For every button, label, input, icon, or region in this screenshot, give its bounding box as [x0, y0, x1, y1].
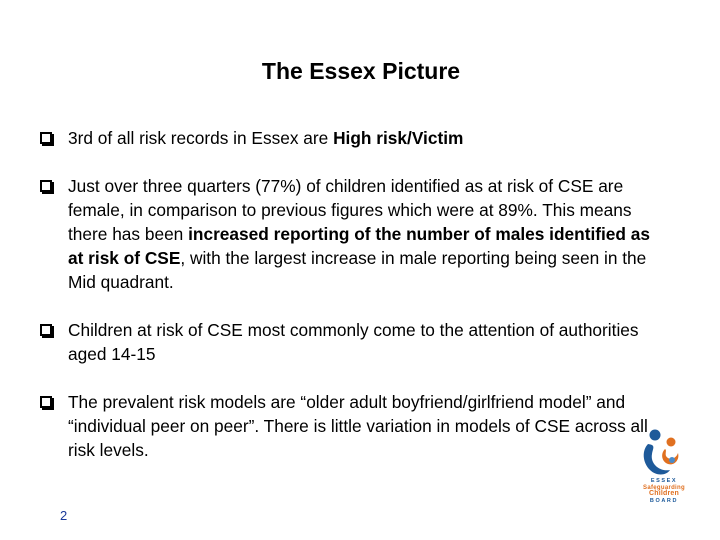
bullet-text [68, 174, 650, 294]
logo-wordmark [636, 478, 692, 504]
bullet-text [68, 390, 650, 462]
family-figure-icon [636, 426, 692, 480]
bullet-text-bold-segment: High risk/Victim [333, 128, 464, 148]
page-number: 2 [60, 508, 68, 523]
bullet-text-segment: 3rd of all risk records in Essex are [68, 128, 334, 148]
bullet-text [68, 126, 650, 150]
logo-line-essex: ESSEX [650, 478, 678, 484]
slide-title: The Essex Picture [261, 58, 461, 84]
bullet-item-4 [40, 390, 650, 462]
essex-safeguarding-children-board-logo [636, 426, 692, 512]
logo-line-board: BOARD [649, 497, 679, 504]
bullet-text-segment: , with the largest increase in male reporting being seen in the Mid quadrant. [68, 248, 647, 292]
bullet-item-1 [40, 126, 650, 150]
bullet-item-3 [40, 318, 650, 366]
bullet-text-segment: Just over three quarters (77%) of children identified as at risk of CSE are female, in comparison to previous figures which were at 89%. This means there has been [68, 176, 632, 244]
square-bullet-icon [40, 132, 52, 144]
logo-line-children: Children [649, 490, 679, 497]
logo-line-safeguarding: Safeguarding [643, 484, 685, 491]
square-bullet-icon [40, 180, 52, 192]
bullet-item-2 [40, 174, 650, 294]
square-bullet-icon [40, 396, 52, 408]
square-bullet-icon [40, 324, 52, 336]
bullet-text-segment: Children at risk of CSE most commonly come to the attention of authorities aged 14-15 [68, 320, 639, 364]
bullet-text [68, 318, 650, 366]
bullet-text-bold-segment: increased reporting of the number of males identified as at risk of CSE [68, 224, 650, 268]
bullet-text-segment: The prevalent risk models are “older adult boyfriend/girlfriend model” and “individual peer on peer”. There is little variation in models of CSE across all risk levels. [68, 392, 648, 460]
